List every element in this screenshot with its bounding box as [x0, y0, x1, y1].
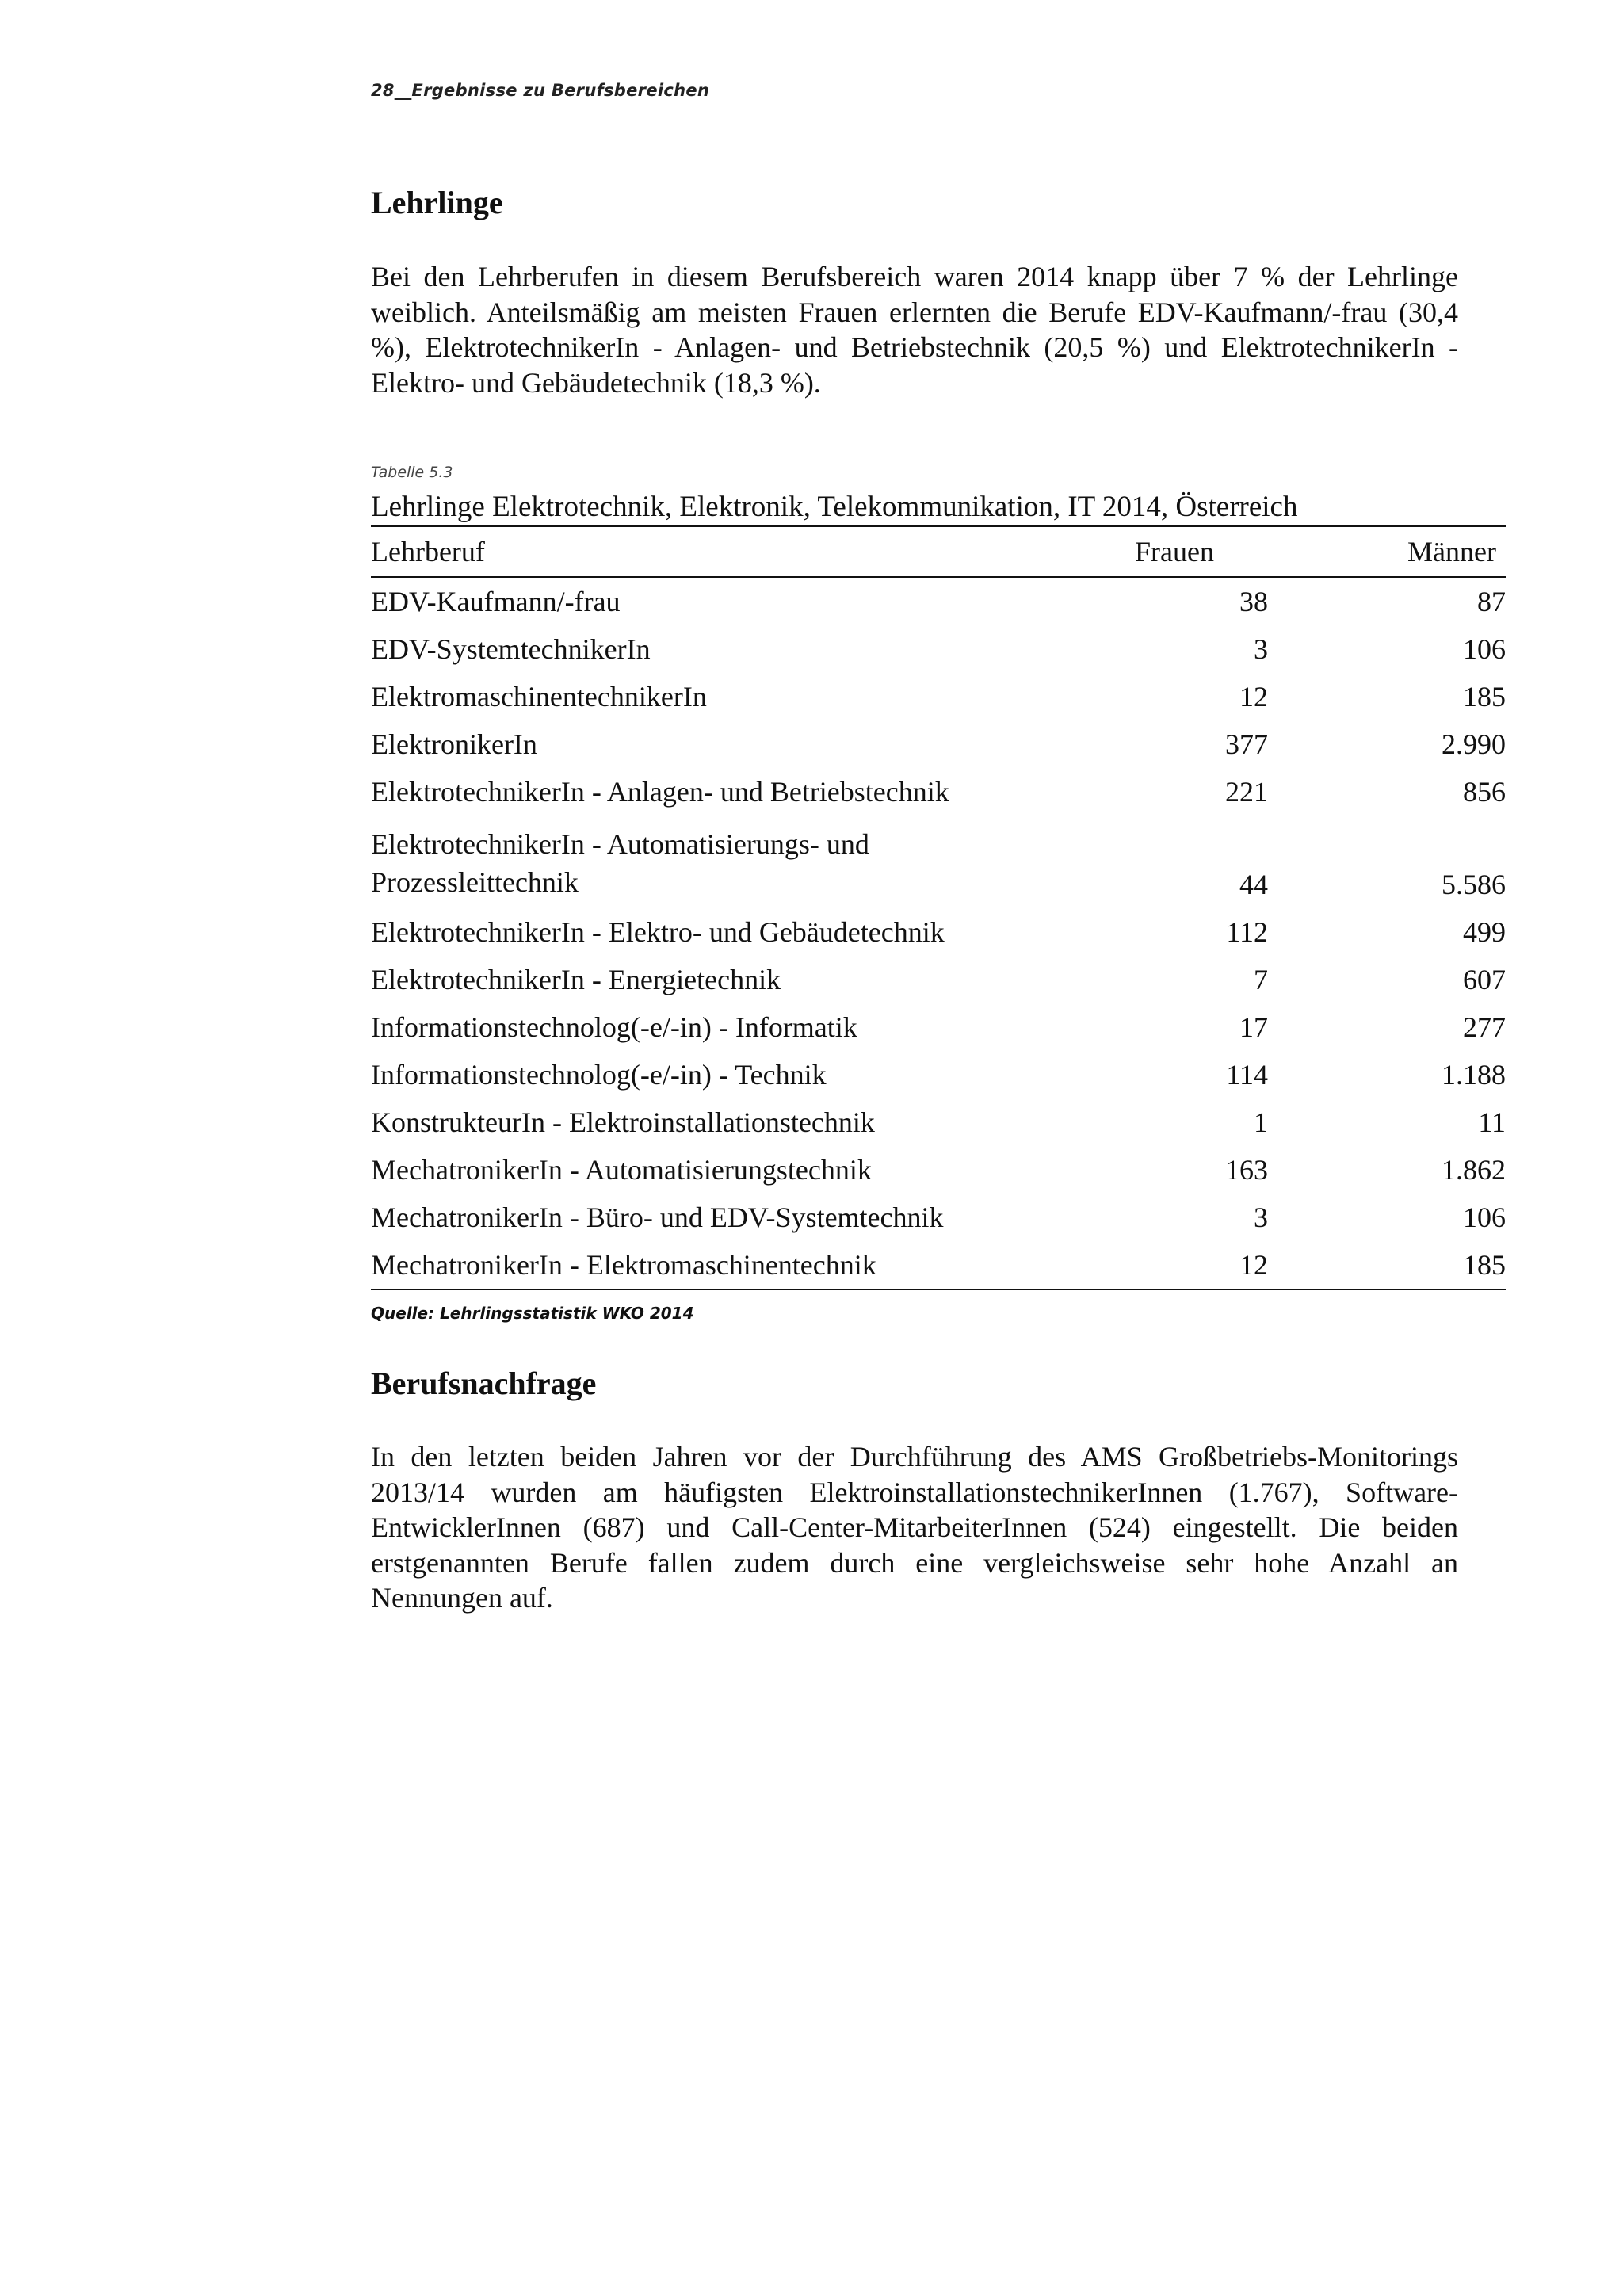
cell-maenner: 106 — [1463, 1201, 1506, 1233]
running-head: 28__Ergebnisse zu Berufsbereichen — [371, 81, 710, 100]
cell-lehrberuf: MechatronikerIn - Automatisierungstechnik — [371, 1154, 872, 1186]
cell-maenner: 856 — [1463, 776, 1506, 808]
cell-maenner: 277 — [1463, 1011, 1506, 1043]
cell-maenner: 5.586 — [1442, 869, 1506, 900]
column-header-maenner: Männer — [1268, 526, 1506, 577]
lehrlinge-table — [371, 525, 1506, 1290]
section-heading-berufsnachfrage: Berufsnachfrage — [371, 1366, 597, 1401]
cell-maenner: 499 — [1463, 916, 1506, 948]
cell-frauen: 3 — [1254, 1201, 1268, 1233]
column-header-lehrberuf: Lehrberuf — [371, 526, 1163, 577]
table-number: Tabelle 5.3 — [371, 464, 453, 481]
cell-frauen: 38 — [1239, 586, 1268, 617]
cell-frauen: 1 — [1254, 1106, 1268, 1138]
cell-lehrberuf: ElektrotechnikerIn - Energietechnik — [371, 964, 781, 995]
table-body — [371, 577, 1506, 1289]
cell-lehrberuf: ElektromaschinentechnikerIn — [371, 681, 707, 712]
cell-frauen: 12 — [1239, 681, 1268, 712]
cell-maenner: 11 — [1478, 1106, 1506, 1138]
table-title: Lehrlinge Elektrotechnik, Elektronik, Telekommunikation, IT 2014, Österreich — [371, 491, 1298, 523]
cell-lehrberuf: EDV-SystemtechnikerIn — [371, 633, 651, 665]
table-row — [371, 625, 1506, 673]
table-row — [371, 577, 1506, 625]
cell-frauen: 7 — [1254, 964, 1268, 995]
paragraph-lehrlinge: Bei den Lehrberufen in diesem Berufsbereich waren 2014 knapp über 7 % der Lehrlinge weiblich. Anteilsmäßig am meisten Frauen erlernten die Berufe EDV-Kaufmann/-frau (30,4 %), ElektrotechnikerIn - Anlagen- und Betriebstechnik (20,5 %) und ElektrotechnikerIn - Elektro- und Gebäudetechnik (18,3 %). — [371, 261, 1458, 399]
table-row — [371, 956, 1506, 1003]
cell-lehrberuf: MechatronikerIn - Büro- und EDV-Systemtechnik — [371, 1201, 944, 1233]
cell-frauen: 44 — [1239, 869, 1268, 900]
cell-lehrberuf: MechatronikerIn - Elektromaschinentechnik — [371, 1241, 1163, 1289]
cell-maenner: 185 — [1268, 1241, 1506, 1289]
table-row — [371, 1003, 1506, 1051]
cell-maenner: 106 — [1463, 633, 1506, 665]
cell-lehrberuf-line: ElektrotechnikerIn - Automatisierungs- und — [371, 828, 869, 860]
cell-lehrberuf: ElektronikerIn — [371, 728, 537, 760]
cell-maenner: 185 — [1463, 681, 1506, 712]
table-row — [371, 908, 1506, 956]
cell-maenner: 607 — [1463, 964, 1506, 995]
cell-lehrberuf-line: Prozessleittechnik — [371, 866, 579, 898]
cell-maenner: 1.188 — [1442, 1059, 1506, 1091]
cell-lehrberuf: ElektrotechnikerIn - Elektro- und Gebäudetechnik — [371, 916, 945, 948]
cell-frauen: 114 — [1226, 1059, 1268, 1091]
cell-lehrberuf: ElektrotechnikerIn - Anlagen- und Betriebstechnik — [371, 776, 949, 808]
table-row — [371, 720, 1506, 768]
table-row — [371, 673, 1506, 720]
cell-lehrberuf: EDV-Kaufmann/-frau — [371, 586, 621, 617]
cell-frauen: 12 — [1163, 1241, 1268, 1289]
cell-lehrberuf: KonstrukteurIn - Elektroinstallationstechnik — [371, 1106, 875, 1138]
cell-frauen: 3 — [1254, 633, 1268, 665]
table-row — [371, 1241, 1506, 1289]
cell-frauen: 221 — [1225, 776, 1268, 808]
table-row — [371, 1051, 1506, 1098]
table-source: Quelle: Lehrlingsstatistik WKO 2014 — [371, 1304, 694, 1323]
cell-frauen: 377 — [1225, 728, 1268, 760]
table-header-row — [371, 526, 1506, 577]
cell-frauen: 163 — [1225, 1154, 1268, 1186]
table-row — [371, 768, 1506, 816]
table-row — [371, 816, 1506, 908]
cell-maenner: 87 — [1477, 586, 1506, 617]
paragraph-berufsnachfrage: In den letzten beiden Jahren vor der Durchführung des AMS Großbetriebs-Monitorings 2013/14 wurden am häufigsten ElektroinstallationstechnikerInnen (1.767), Software-EntwicklerInnen (687) und Call-Center-MitarbeiterInnen (524) eingestellt. Die beiden erstgenannten Berufe fallen zudem durch eine vergleichsweise sehr hohe Anzahl an Nennungen auf. — [371, 1441, 1458, 1614]
cell-lehrberuf: Informationstechnolog(-e/-in) - Informatik — [371, 1011, 857, 1043]
table-row — [371, 1146, 1506, 1194]
cell-lehrberuf: Informationstechnolog(-e/-in) - Technik — [371, 1059, 827, 1091]
cell-maenner: 2.990 — [1442, 728, 1506, 760]
column-header-frauen: Frauen — [1163, 526, 1268, 577]
cell-lehrberuf — [371, 816, 1163, 908]
table-row — [371, 1194, 1506, 1241]
cell-frauen: 17 — [1239, 1011, 1268, 1043]
cell-maenner: 1.862 — [1442, 1154, 1506, 1186]
table-row — [371, 1098, 1506, 1146]
cell-frauen: 112 — [1226, 916, 1268, 948]
section-heading-lehrlinge: Lehrlinge — [371, 185, 503, 220]
